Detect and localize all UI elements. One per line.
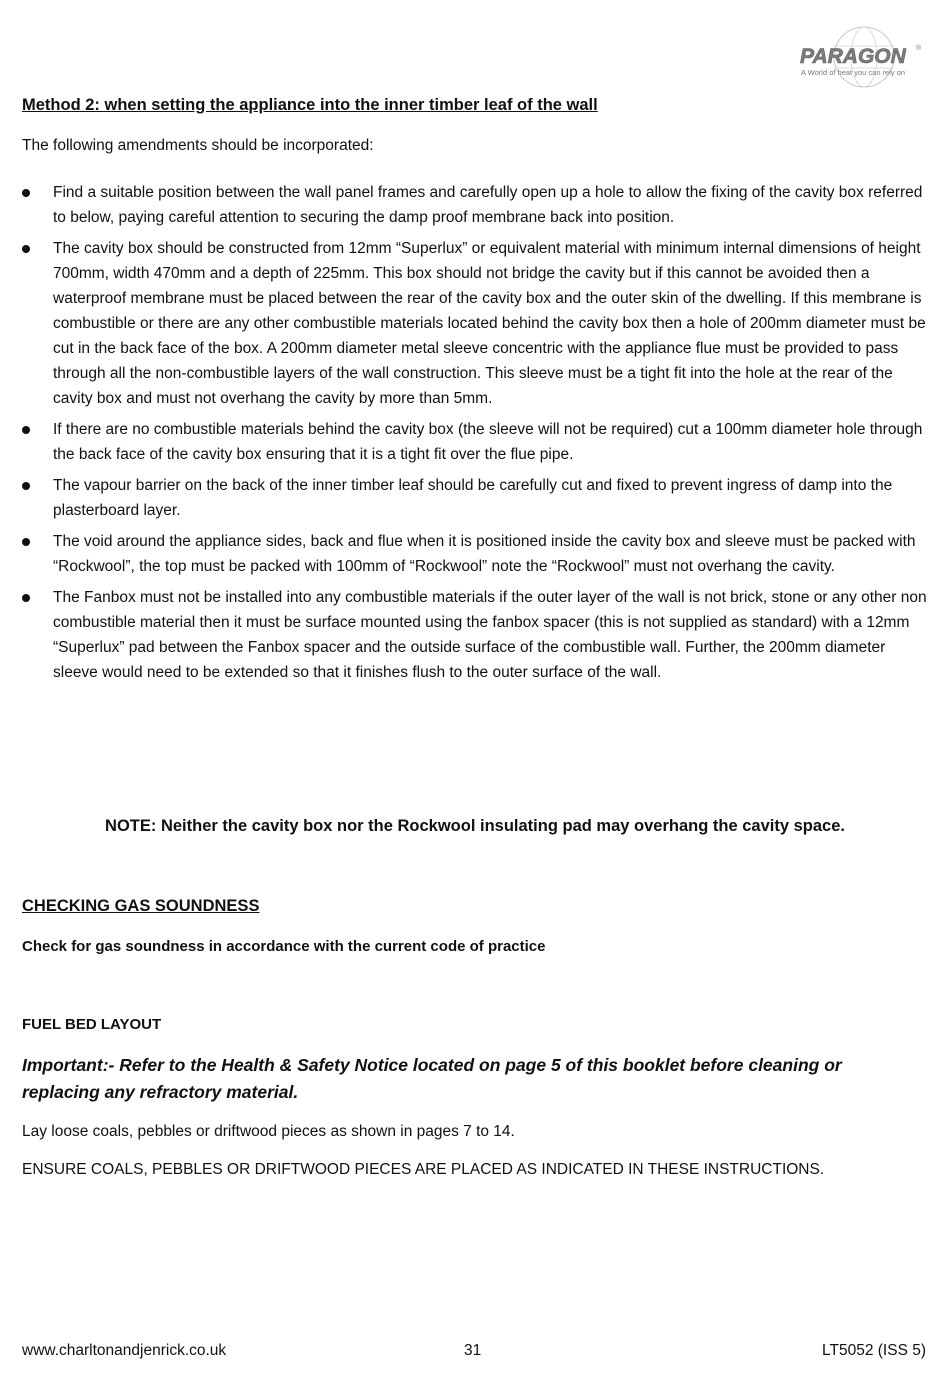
logo-registered-mark: ® [916, 45, 922, 52]
footer-document-ref: LT5052 (ISS 5) [822, 1342, 926, 1359]
bullet-text: Find a suitable position between the wall panel frames and carefully open up a hole to allow the fixing of the cavity box referred to below, paying careful attention to securing the damp proof membrane back into position. [53, 184, 923, 226]
bullet-item [22, 236, 927, 411]
method-2-bullet-list [22, 180, 927, 691]
logo-brand: PARAGON [800, 45, 906, 68]
important-notice: Important:- Refer to the Health & Safety Notice located on page 5 of this booklet before cleaning or replacing any refractory material. [22, 1055, 842, 1102]
gas-soundness-text: Check for gas soundness in accordance with the current code of practice [22, 938, 546, 955]
bullet-text: If there are no combustible materials behind the cavity box (the sleeve will not be required) cut a 100mm diameter hole through the back face of the cavity box ensuring that it is a tight fit over the flue pipe. [53, 421, 923, 463]
bullet-dot-icon [22, 482, 30, 490]
bullet-dot-icon [22, 245, 30, 253]
bullet-item [22, 417, 927, 467]
bullet-dot-icon [22, 538, 30, 546]
ensure-instructions: ENSURE COALS, PEBBLES OR DRIFTWOOD PIECES ARE PLACED AS INDICATED IN THESE INSTRUCTIONS. [22, 1161, 825, 1178]
method-2-heading: Method 2: when setting the appliance into the inner timber leaf of the wall [22, 96, 598, 114]
bullet-text: The void around the appliance sides, back and flue when it is positioned inside the cavity box and sleeve must be packed with “Rockwool”, the top must be packed with 100mm of “Rockwool” note the “Rockwool” must not overhang the cavity. [53, 533, 916, 575]
lay-instructions: Lay loose coals, pebbles or driftwood pieces as shown in pages 7 to 14. [22, 1123, 515, 1140]
bullet-item [22, 529, 927, 579]
method-2-intro: The following amendments should be incorporated: [22, 137, 374, 154]
paragon-logo [796, 24, 926, 90]
bullet-text: The vapour barrier on the back of the inner timber leaf should be carefully cut and fixed to prevent ingress of damp into the plasterboard layer. [53, 477, 893, 519]
gas-soundness-heading: CHECKING GAS SOUNDNESS [22, 897, 260, 915]
bullet-text: The Fanbox must not be installed into any combustible materials if the outer layer of the wall is not brick, stone or any other non combustible material then it must be surface mounted using the fanbox spacer (this is not supplied as standard) with a 12mm “Superlux” pad between the Fanbox spacer and the outside surface of the combustible wall. Further, the 200mm diameter sleeve would need to be extended so that it finishes flush to the outer surface of the wall. [53, 589, 927, 681]
logo-tagline: A World of heat you can rely on [801, 68, 906, 77]
bullet-item [22, 180, 927, 230]
footer-website-link[interactable]: www.charltonandjenrick.co.uk [22, 1342, 227, 1359]
bullet-dot-icon [22, 426, 30, 434]
cavity-note: NOTE: Neither the cavity box nor the Rockwool insulating pad may overhang the cavity space. [105, 817, 845, 835]
bullet-text: The cavity box should be constructed from 12mm “Superlux” or equivalent material with minimum internal dimensions of height 700mm, width 470mm and a depth of 225mm. This box should not bridge the cavity but if this cannot be avoided then a waterproof membrane must be placed between the rear of the cavity box and the outer skin of the dwelling. If this membrane is combustible or there are any other combustible materials located behind the cavity box then a hole of 200mm diameter must be cut in the back face of the box. A 200mm diameter metal sleeve concentric with the appliance flue must be provided to pass through all the non-combustible layers of the wall construction. This sleeve must be a tight fit into the hole at the rear of the cavity box and must not overhang the cavity by more than 5mm. [53, 240, 926, 407]
footer-page-number: 31 [464, 1342, 482, 1359]
bullet-dot-icon [22, 594, 30, 602]
bullet-item [22, 585, 927, 685]
bullet-dot-icon [22, 189, 30, 197]
bullet-item [22, 473, 927, 523]
fuel-bed-heading: FUEL BED LAYOUT [22, 1016, 162, 1033]
